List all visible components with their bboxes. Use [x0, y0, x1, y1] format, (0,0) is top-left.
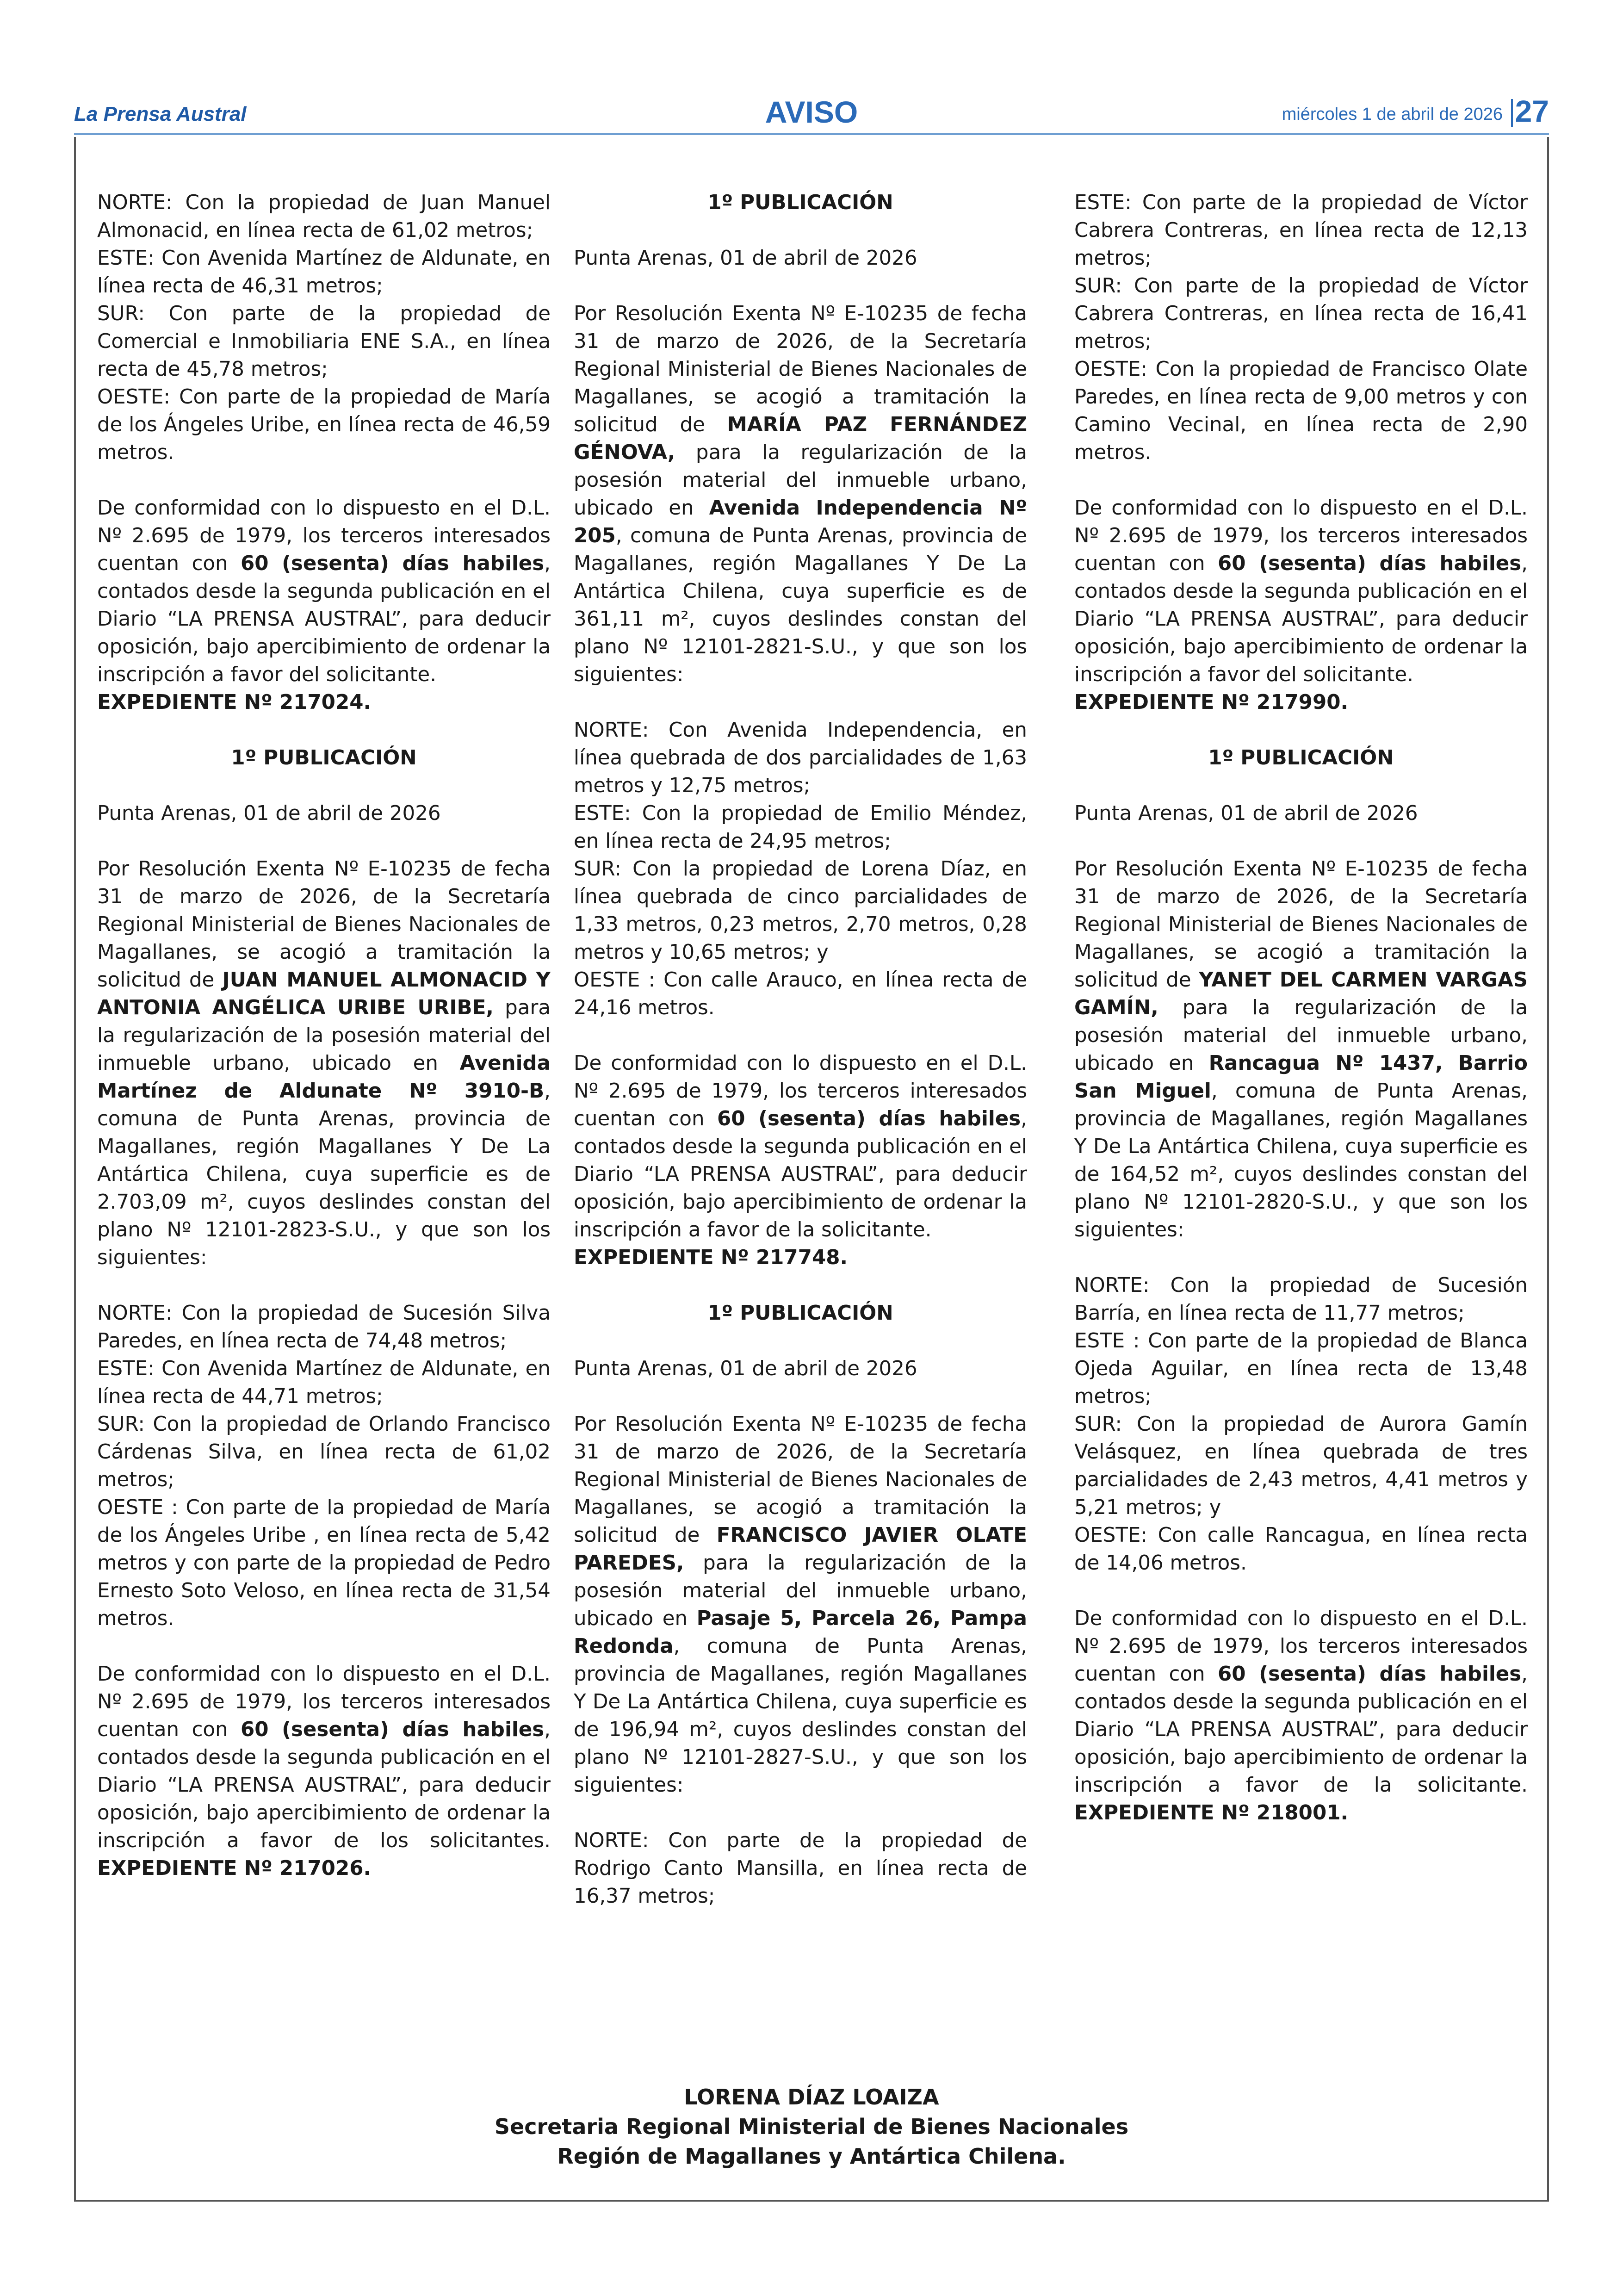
file-number: EXPEDIENTE Nº 217990.	[1074, 691, 1349, 714]
conformity-paragraph: De conformidad con lo dispuesto en el D.L. Nº 2.695 de 1979, los terceros interesados cuentan con 60 (sesenta) días habiles, contados desde la segunda publicación en el Diario “LA PRENSA AUSTRAL”, para deducir oposición, bajo apercibimiento de ordenar la inscripción a favor de la solicitante. EXPEDIENTE Nº 217748.	[574, 1052, 1027, 1269]
applicant-name: JUAN MANUEL ALMONACID Y ANTONIA ANGÉLICA URIBE URIBE,	[97, 968, 551, 1019]
resolution-paragraph: Por Resolución Exenta Nº E-10235 de fecha 31 de marzo de 2026, de la Secretaría Regional Ministerial de Bienes Nacionales de Magallanes, se acogió a tramitación la solicitud de FRANCISCO JAVIER OLATE PAREDES, para la regularización de la posesión material del inmueble urbano, ubicado en Pasaje 5, Parcela 26, Pampa Redonda, comuna de Punta Arenas, provincia de Magallanes, región Magallanes Y De La Antártica Chilena, cuya superficie es de 196,94 m², cuyos deslindes constan del plano Nº 12101-2827-S.U., y que son los siguientes:	[574, 1413, 1027, 1797]
signatory-region: Región de Magallanes y Antártica Chilena.	[557, 2144, 1066, 2169]
boundary-north: NORTE: Con la propiedad de Juan Manuel Almonacid, en línea recta de 61,02 metros;	[97, 191, 551, 242]
publication-heading: 1º PUBLICACIÓN	[707, 191, 893, 214]
boundary-east: ESTE: Con la propiedad de Emilio Méndez, en línea recta de 24,95 metros;	[574, 802, 1027, 853]
boundary-east: ESTE : Con parte de la propiedad de Blanca Ojeda Aguilar, en línea recta de 13,48 metros;	[1074, 1329, 1528, 1408]
resolution-paragraph: Por Resolución Exenta Nº E-10235 de fecha 31 de marzo de 2026, de la Secretaría Regional Ministerial de Bienes Nacionales de Magallanes, se acogió a tramitación la solicitud de JUAN MANUEL ALMONACID Y ANTONIA ANGÉLICA URIBE URIBE, para la regularización de la posesión material del inmueble urbano, ubicado en Avenida Martínez de Aldunate Nº 3910-B, comuna de Punta Arenas, provincia de Magallanes, región Magallanes Y De La Antártica Chilena, cuya superficie es de 2.703,09 m², cuyos deslindes constan del plano Nº 12101-2823-S.U., y que son los siguientes:	[97, 857, 551, 1269]
boundary-north: NORTE: Con parte de la propiedad de Rodrigo Canto Mansilla, en línea recta de 16,37 metros;	[574, 1829, 1027, 1908]
signatory-title: Secretaria Regional Ministerial de Bienes Nacionales	[494, 2114, 1129, 2139]
boundary-west: OESTE: Con calle Rancagua, en línea recta de 14,06 metros.	[1074, 1524, 1528, 1575]
signature-block	[74, 2082, 1549, 2171]
property-address: Avenida Independencia Nº 205	[574, 496, 1027, 547]
file-number: EXPEDIENTE Nº 218001.	[1074, 1801, 1349, 1824]
page-header	[74, 93, 1549, 130]
resolution-paragraph: Por Resolución Exenta Nº E-10235 de fecha 31 de marzo de 2026, de la Secretaría Regional Ministerial de Bienes Nacionales de Magallanes, se acogió a tramitación la solicitud de YANET DEL CARMEN VARGAS GAMÍN, para la regularización de la posesión material del inmueble urbano, ubicado en Rancagua Nº 1437, Barrio San Miguel, comuna de Punta Arenas, provincia de Magallanes, región Magallanes Y De La Antártica Chilena, cuya superficie es de 164,52 m², cuyos deslindes constan del plano Nº 12101-2820-S.U., y que son los siguientes:	[1074, 857, 1528, 1241]
boundary-south: SUR: Con la propiedad de Aurora Gamín Velásquez, en línea quebrada de tres parcialidades de 2,43 metros, 4,41 metros y 5,21 metros; y	[1074, 1413, 1528, 1519]
column-1	[97, 189, 551, 1882]
property-address: Pasaje 5, Parcela 26, Pampa Redonda	[574, 1607, 1027, 1658]
header-separator	[1511, 99, 1513, 127]
column-3	[1074, 189, 1528, 1827]
publication-heading: 1º PUBLICACIÓN	[231, 746, 417, 769]
conformity-paragraph: De conformidad con lo dispuesto en el D.L. Nº 2.695 de 1979, los terceros interesados cuentan con 60 (sesenta) días habiles, contados desde la segunda publicación en el Diario “LA PRENSA AUSTRAL”, para deducir oposición, bajo apercibimiento de ordenar la inscripción a favor de la solicitante. EXPEDIENTE Nº 218001.	[1074, 1607, 1528, 1824]
applicant-name: MARÍA PAZ FERNÁNDEZ GÉNOVA,	[574, 413, 1028, 464]
conformity-paragraph: De conformidad con lo dispuesto en el D.L. Nº 2.695 de 1979, los terceros interesados cuentan con 60 (sesenta) días habiles, contados desde la segunda publicación en el Diario “LA PRENSA AUSTRAL”, para deducir oposición, bajo apercibimiento de ordenar la inscripción a favor de los solicitantes. EXPEDIENTE Nº 217026.	[97, 1663, 551, 1880]
boundary-west: OESTE: Con la propiedad de Francisco Olate Paredes, en línea recta de 9,00 metros y con Camino Vecinal, en línea recta de 2,90 metros.	[1074, 358, 1528, 464]
boundary-east: ESTE: Con parte de la propiedad de Víctor Cabrera Contreras, en línea recta de 12,13 metros;	[1074, 191, 1528, 270]
issue-date: miércoles 1 de abril de 2026	[1282, 105, 1503, 124]
place-date: Punta Arenas, 01 de abril de 2026	[1074, 802, 1418, 825]
boundary-east: ESTE: Con Avenida Martínez de Aldunate, en línea recta de 44,71 metros;	[97, 1357, 551, 1408]
boundary-west: OESTE : Con parte de la propiedad de María de los Ángeles Uribe , en línea recta de 5,42 metros y con parte de la propiedad de Pedro Ernesto Soto Veloso, en línea recta de 31,54 metros.	[97, 1496, 551, 1630]
boundary-north: NORTE: Con la propiedad de Sucesión Barría, en línea recta de 11,77 metros;	[1074, 1274, 1528, 1325]
publication-heading: 1º PUBLICACIÓN	[707, 1302, 893, 1325]
place-date: Punta Arenas, 01 de abril de 2026	[574, 1357, 917, 1380]
column-2	[574, 189, 1027, 1910]
boundary-south: SUR: Con parte de la propiedad de Víctor Cabrera Contreras, en línea recta de 16,41 metros;	[1074, 274, 1528, 353]
property-address: Rancagua Nº 1437, Barrio San Miguel	[1074, 1052, 1528, 1103]
resolution-paragraph: Por Resolución Exenta Nº E-10235 de fecha 31 de marzo de 2026, de la Secretaría Regional Ministerial de Bienes Nacionales de Magallanes, se acogió a tramitación la solicitud de MARÍA PAZ FERNÁNDEZ GÉNOVA, para la regularización de la posesión material del inmueble urbano, ubicado en Avenida Independencia Nº 205, comuna de Punta Arenas, provincia de Magallanes, región Magallanes Y De La Antártica Chilena, cuya superficie es de 361,11 m², cuyos deslindes constan del plano Nº 12101-2821-S.U., y que son los siguientes:	[574, 302, 1028, 686]
publication-heading: 1º PUBLICACIÓN	[1208, 746, 1394, 769]
boundary-west: OESTE: Con parte de la propiedad de María de los Ángeles Uribe, en línea recta de 46,59 metros.	[97, 385, 551, 464]
file-number: EXPEDIENTE Nº 217024.	[97, 691, 372, 714]
section-title: AVISO	[765, 95, 858, 129]
header-rule	[74, 133, 1549, 135]
boundary-south: SUR: Con la propiedad de Orlando Francisco Cárdenas Silva, en línea recta de 61,02 metros;	[97, 1413, 551, 1491]
conformity-paragraph: De conformidad con lo dispuesto en el D.L. Nº 2.695 de 1979, los terceros interesados cuentan con 60 (sesenta) días habiles, contados desde la segunda publicación en el Diario “LA PRENSA AUSTRAL”, para deducir oposición, bajo apercibimiento de ordenar la inscripción a favor del solicitante. EXPEDIENTE Nº 217024.	[97, 496, 551, 714]
newspaper-brand: La Prensa Austral	[74, 103, 247, 125]
place-date: Punta Arenas, 01 de abril de 2026	[574, 247, 917, 270]
boundary-east: ESTE: Con Avenida Martínez de Aldunate, en línea recta de 46,31 metros;	[97, 247, 551, 298]
file-number: EXPEDIENTE Nº 217748.	[574, 1246, 848, 1269]
place-date: Punta Arenas, 01 de abril de 2026	[97, 802, 441, 825]
boundary-south: SUR: Con parte de la propiedad de Comercial e Inmobiliaria ENE S.A., en línea recta de 45,78 metros;	[97, 302, 551, 381]
applicant-name: FRANCISCO JAVIER OLATE PAREDES,	[574, 1524, 1027, 1575]
boundary-north: NORTE: Con Avenida Independencia, en línea quebrada de dos parcialidades de 1,63 metros y 12,75 metros;	[574, 719, 1027, 797]
boundary-north: NORTE: Con la propiedad de Sucesión Silva Paredes, en línea recta de 74,48 metros;	[97, 1302, 551, 1353]
page-number: 27	[1515, 94, 1549, 128]
signatory-name: LORENA DÍAZ LOAIZA	[684, 2085, 939, 2110]
conformity-paragraph: De conformidad con lo dispuesto en el D.L. Nº 2.695 de 1979, los terceros interesados cuentan con 60 (sesenta) días habiles, contados desde la segunda publicación en el Diario “LA PRENSA AUSTRAL”, para deducir oposición, bajo apercibimiento de ordenar la inscripción a favor del solicitante. EXPEDIENTE Nº 217990.	[1074, 496, 1528, 714]
property-address: Avenida Martínez de Aldunate Nº 3910-B	[97, 1052, 551, 1103]
file-number: EXPEDIENTE Nº 217026.	[97, 1857, 372, 1880]
applicant-name: YANET DEL CARMEN VARGAS GAMÍN,	[1074, 968, 1528, 1019]
boundary-west: OESTE : Con calle Arauco, en línea recta de 24,16 metros.	[574, 968, 1027, 1019]
boundary-south: SUR: Con la propiedad de Lorena Díaz, en línea quebrada de cinco parcialidades de 1,33 metros, 0,23 metros, 2,70 metros, 0,28 metros y 10,65 metros; y	[574, 857, 1027, 964]
